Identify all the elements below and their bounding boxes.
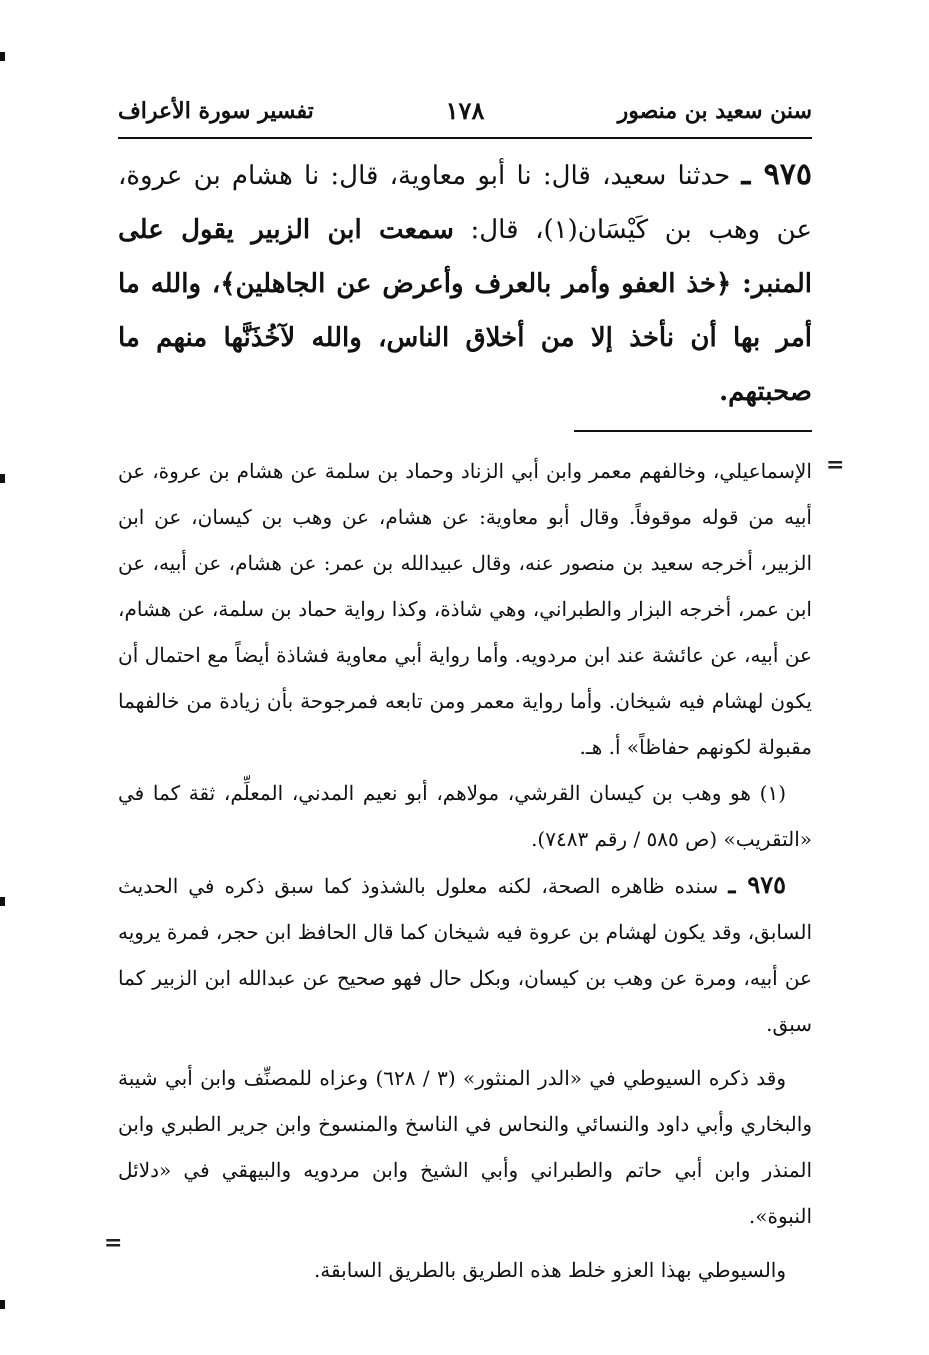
footnotes-block [118, 448, 812, 1293]
end-mark: = [104, 1230, 123, 1256]
commentary-paragraph-2: وقد ذكره السيوطي في «الدر المنثور» (٣ / ٦٢٨) وعزاه للمصنِّف وابن أبي شيبة والبخاري وأبي داود والنسائي والنحاس في الناسخ والمنسوخ وابن جرير الطبري وابن المنذر وابن أبي حاتم والطبراني وأبي الشيخ وابن مردويه والبيهقي في «دلائل النبوة». [118, 1066, 812, 1228]
continuation-mark: = [826, 452, 845, 478]
commentary-text: سنده ظاهره الصحة، لكنه معلول بالشذوذ كما سبق ذكره في الحديث السابق، وقد يكون لهشام بن عروة فيه شيخان كما قال الحافظ ابن حجر، فمرة يرويه عن أبيه، ومرة عن وهب بن كيسان، وبكل حال فهو صحيح عن عبدالله ابن الزبير كما سبق. [118, 874, 812, 1036]
commentary-paragraph-3: والسيوطي بهذا العزو خلط هذه الطريق بالطريق السابقة. [313, 1258, 786, 1282]
footnote-continuation: الإسماعيلي، وخالفهم معمر وابن أبي الزناد وحماد بن سلمة عن هشام بن عروة، عن أبيه من قوله موقوفاً. وقال أبو معاوية: عن هشام، عن وهب بن كيسان، عن ابن الزبير، أخرجه سعيد بن منصور عنه، وقال عبيدالله بن عمر: عن هشام، عن أبيه، عن ابن عمر، أخرجه البزار والطبراني، وهي شاذة، وكذا رواية حماد بن سلمة، عن هشام، عن أبيه، عن عائشة عند ابن مردويه. وأما رواية أبي معاوية فشاذة أيضاً مع احتمال أن يكون لهشام فيه شيخان. وأما رواية معمر ومن تابعه فمرجوحة بأن زيادة من خالفهما مقبولة لكونهم حفاظاً» أ. هـ. [118, 459, 812, 759]
hadith-chain: حدثنا سعيد، قال: نا أبو معاوية، قال: نا هشام بن عروة، عن وهب بن كَيْسَان(١)، قال: [118, 161, 812, 245]
hadith-block [118, 148, 812, 419]
scan-mark [0, 897, 5, 906]
commentary-number: ٩٧٥ ـ [728, 870, 787, 899]
footnote-1: (١) هو وهب بن كيسان القرشي، مولاهم، أبو نعيم المدني، المعلِّم، ثقة كما في «التقريب» (ص ٥٨٥ / رقم ٧٤٨٣). [118, 781, 812, 851]
scan-mark [0, 474, 5, 483]
footnote-separator [574, 430, 812, 432]
hadith-paragraph [118, 148, 812, 419]
scan-mark [0, 1300, 5, 1309]
scan-mark [0, 52, 5, 61]
book-title: سنن سعيد بن منصور [617, 98, 812, 124]
page-number: ١٧٨ [445, 96, 485, 125]
running-header [118, 92, 812, 132]
header-rule [118, 137, 812, 139]
section-title: تفسير سورة الأعراف [118, 98, 314, 124]
commentary-paragraph [118, 862, 812, 1047]
hadith-number: ٩٧٥ ـ [741, 157, 813, 192]
hadith-text: سمعت ابن الزبير يقول على المنبر: ﴿خذ العفو وأمر بالعرف وأعرض عن الجاهلين﴾، والله ما أمر بها أن نأخذ إلا من أخلاق الناس، والله لآخُذَنَّها منهم ما صحبتهم. [118, 215, 812, 407]
